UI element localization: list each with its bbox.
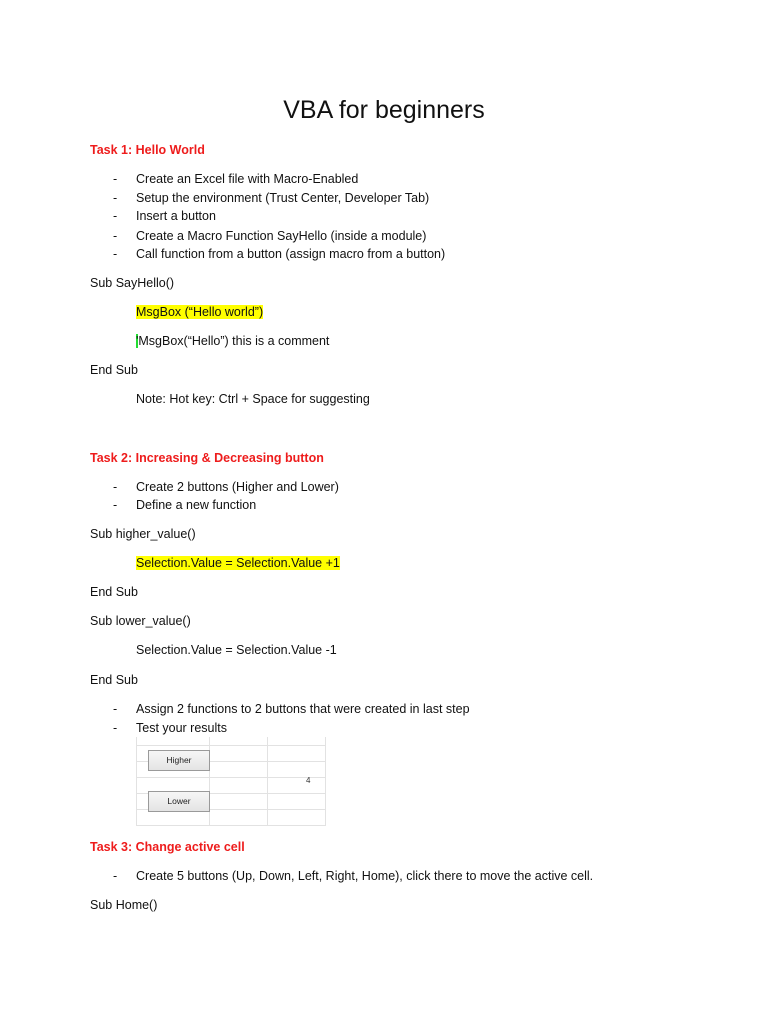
grid-line (136, 825, 326, 826)
task2-bullet-2: Define a new function (136, 498, 257, 512)
bullet-dash: - (113, 229, 118, 243)
task3-heading: Task 3: Change active cell (90, 840, 245, 854)
page-title: VBA for beginners (283, 96, 485, 124)
grid-line (136, 737, 137, 826)
bullet-dash: - (113, 480, 118, 494)
code-end-sub: End Sub (90, 673, 138, 687)
task1-bullet-1: Create an Excel file with Macro-Enabled (136, 172, 359, 186)
code-higher-text: Selection.Value = Selection.Value +1 (136, 556, 340, 570)
code-end-sub: End Sub (90, 585, 138, 599)
task1-bullet-5: Call function from a button (assign macro from a button) (136, 247, 446, 261)
task1-bullet-2: Setup the environment (Trust Center, Developer Tab) (136, 191, 430, 205)
code-lower-body: Selection.Value = Selection.Value -1 (136, 643, 337, 657)
grid-line (325, 737, 326, 826)
code-sub-lower: Sub lower_value() (90, 614, 191, 628)
task2-heading: Task 2: Increasing & Decreasing button (90, 451, 324, 465)
code-sub-sayhello: Sub SayHello() (90, 276, 175, 290)
excel-lower-button: Lower (148, 791, 210, 812)
task2-bullet-3: Assign 2 functions to 2 buttons that were created in last step (136, 702, 470, 716)
bullet-dash: - (113, 721, 118, 735)
task1-bullet-4: Create a Macro Function SayHello (inside a module) (136, 229, 427, 243)
bullet-dash: - (113, 172, 118, 186)
bullet-dash: - (113, 247, 118, 261)
task2-bullet-1: Create 2 buttons (Higher and Lower) (136, 480, 339, 494)
code-comment-text: MsgBox(“Hello”) this is a comment (138, 334, 330, 348)
code-sub-higher: Sub higher_value() (90, 527, 196, 541)
code-msgbox-text: MsgBox (“Hello world”) (136, 305, 264, 319)
code-sub-home: Sub Home() (90, 898, 158, 912)
excel-cell-value: 4 (306, 776, 311, 785)
task1-heading: Task 1: Hello World (90, 143, 205, 157)
grid-line (136, 777, 326, 778)
task3-bullet-1: Create 5 buttons (Up, Down, Left, Right, Home), click there to move the active cell. (136, 869, 594, 883)
bullet-dash: - (113, 191, 118, 205)
code-msgbox-line (136, 303, 263, 321)
code-higher-body (136, 554, 340, 572)
task1-bullet-3: Insert a button (136, 209, 216, 223)
code-end-sub: End Sub (90, 363, 138, 377)
code-comment-line (136, 332, 329, 350)
bullet-dash: - (113, 498, 118, 512)
excel-higher-button: Higher (148, 750, 210, 771)
excel-screenshot (136, 737, 326, 826)
grid-line (267, 737, 268, 826)
bullet-dash: - (113, 702, 118, 716)
hotkey-note: Note: Hot key: Ctrl + Space for suggesting (136, 392, 370, 406)
comment-apostrophe: ' (136, 334, 139, 348)
bullet-dash: - (113, 869, 118, 883)
task2-bullet-4: Test your results (136, 721, 228, 735)
grid-line (136, 745, 326, 746)
bullet-dash: - (113, 209, 118, 223)
